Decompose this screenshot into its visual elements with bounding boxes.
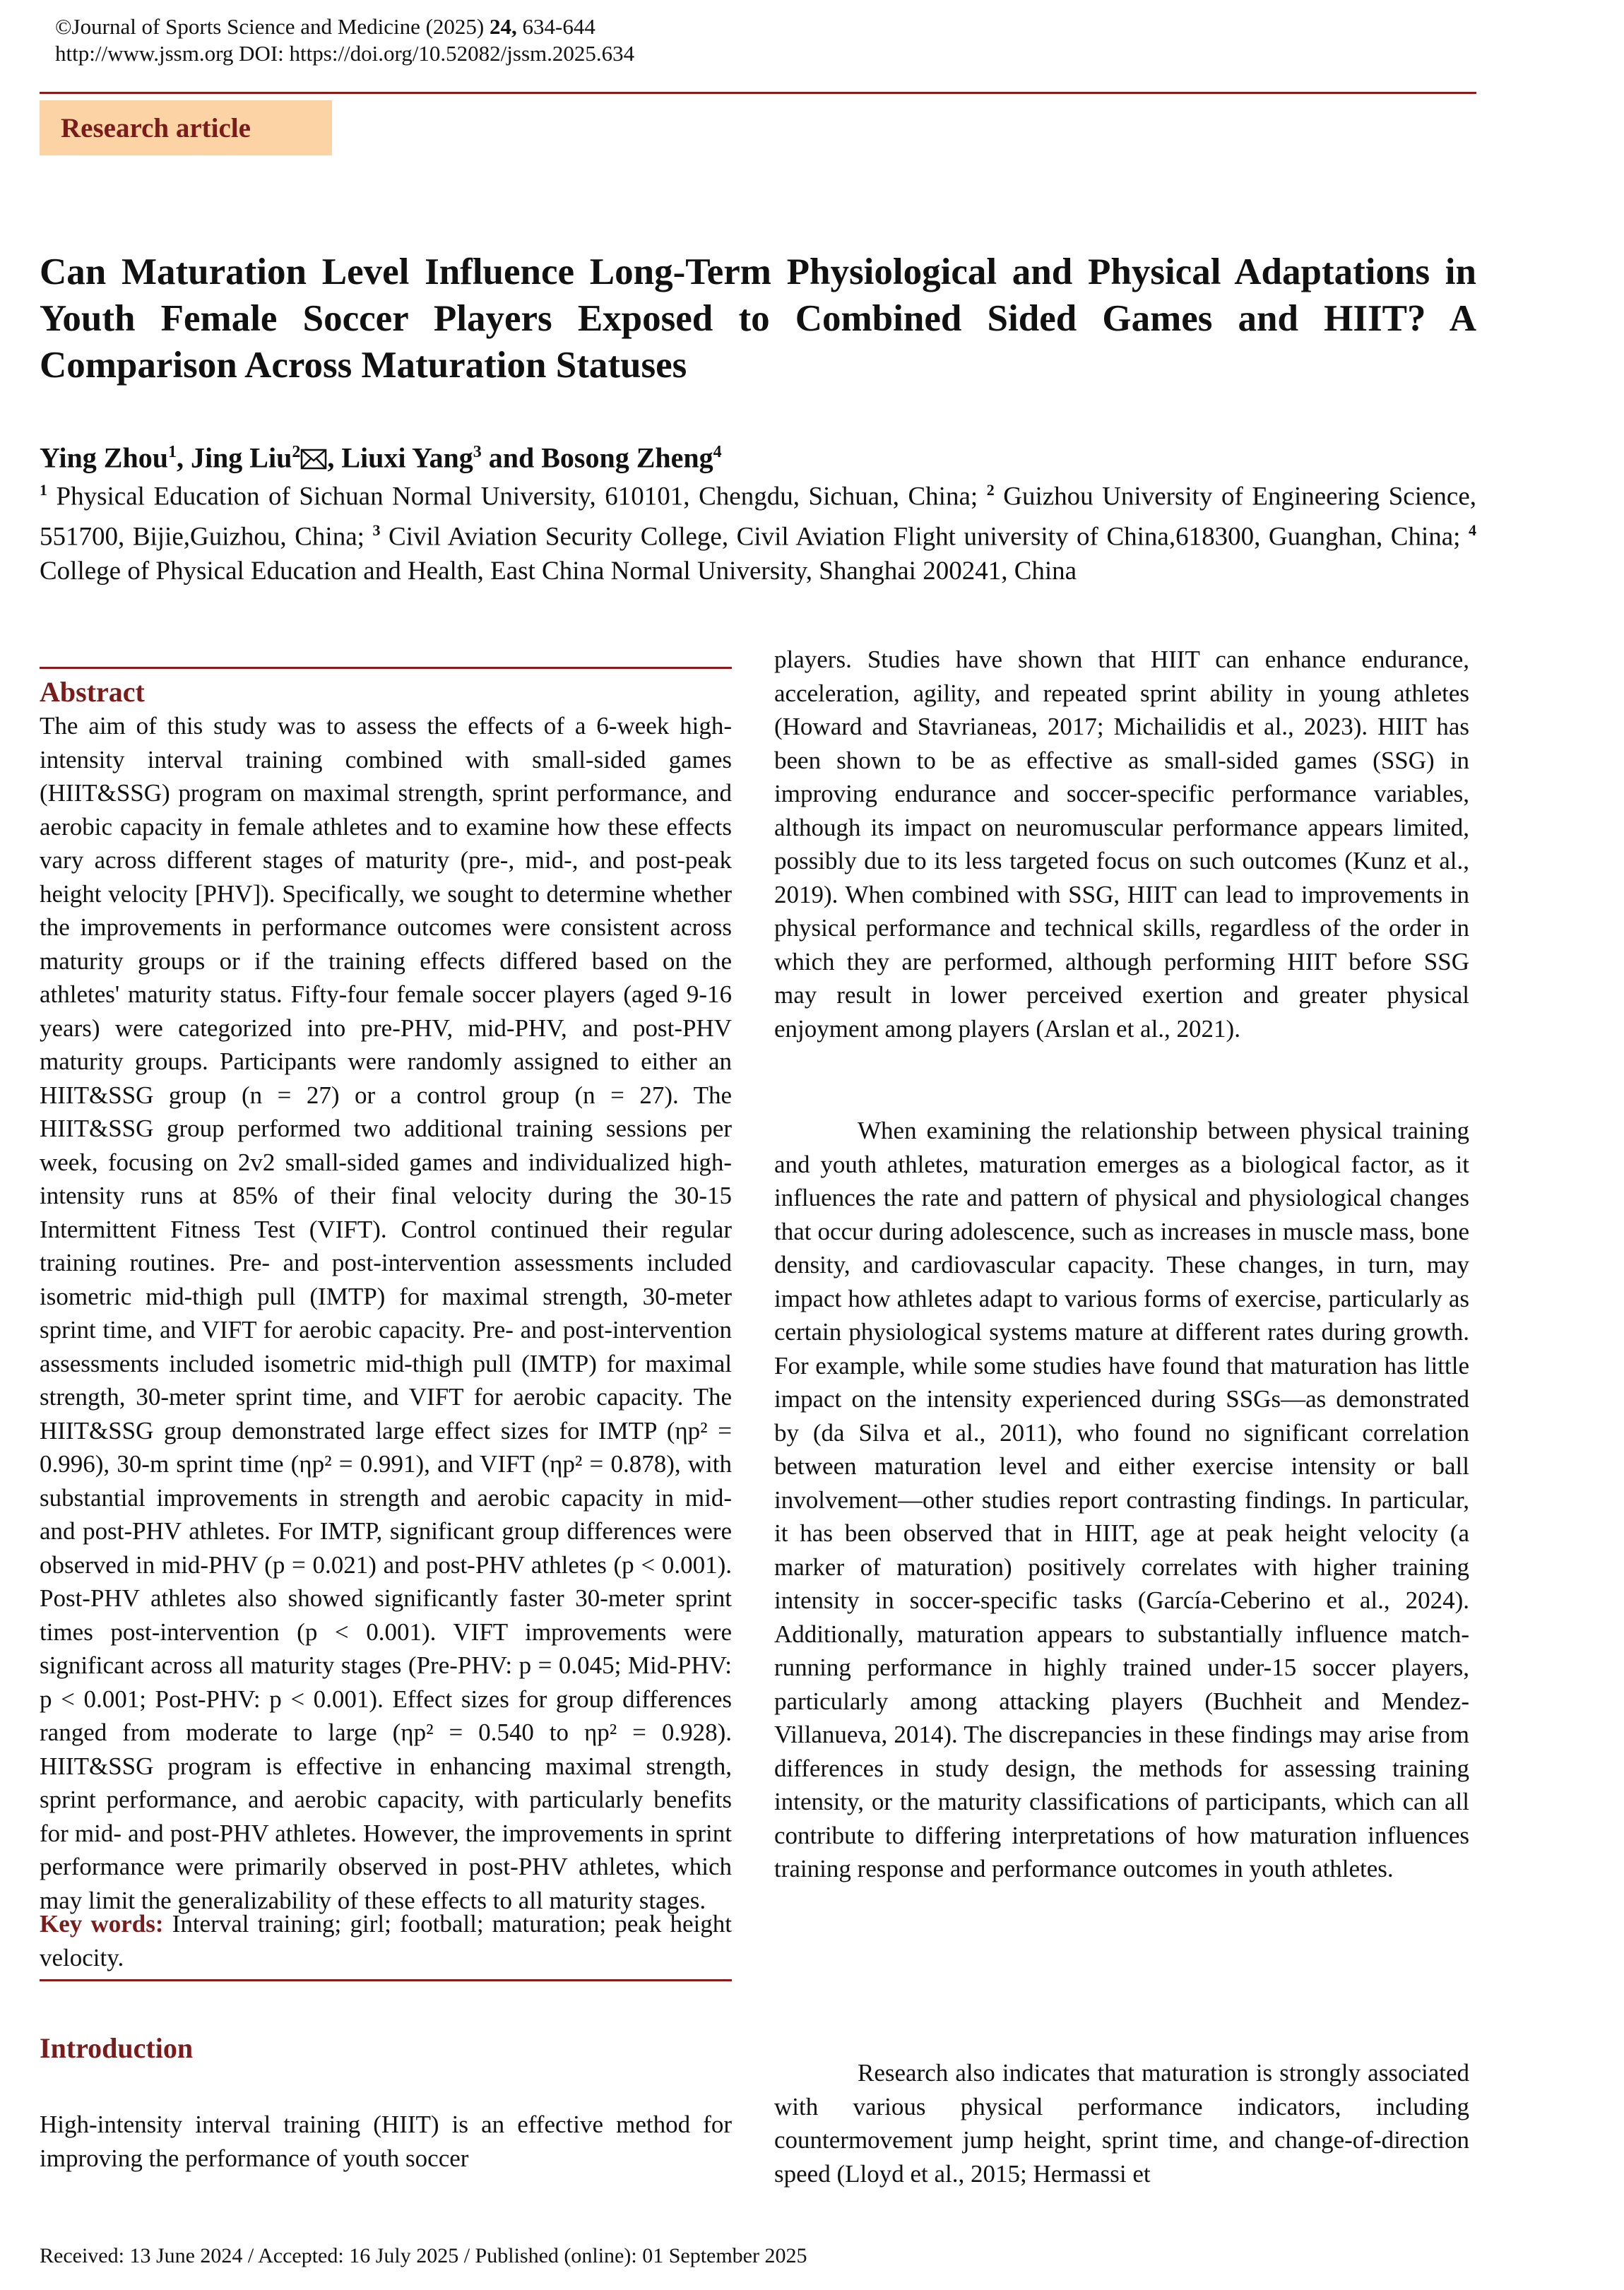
author-name: Ying Zhou [40,441,168,474]
keywords: Key words: Interval training; girl; football; maturation; peak height velocity. [40,1910,732,1971]
abstract-top-rule [40,667,732,669]
introduction-heading: Introduction [40,2032,194,2064]
author-name: Jing Liu [190,441,292,474]
affiliations: $^1$ Physical Education of Sichuan Normal University, 610101, Chengdu, Sichuan, China; $^2$ Guizhou University of Engineering Science, 551700, Bijie,Guizhou, China; $^3$ Civil Aviation Security College, Civil Aviation Flight university of China,618300, Guanghan, China; $^4$ College of Physical Education and Health, East China Normal University, Shanghai 200241, China [40,481,1476,586]
article-title: Can Maturation Level Influence Long-Term Physiological and Physical Adaptations in Youth Female Soccer Players Exposed to Combined Sided Games and HIIT? A Comparison Across Maturation Statuses [40,251,1476,386]
intro-paragraph-2: When examining the relationship between physical training and youth athletes, maturation emerges as a biological factor, as it influences the rate and pattern of physical and physiological changes that occur during adolescence, such as increases in muscle mass, bone density, and cardiovascular capacity. These changes, in turn, may impact how athletes adapt to various forms of exercise, particularly as certain physiological systems mature at different rates during growth. For example, while some studies have found that maturation has little impact on the intensity experienced during SSGs—as demonstrated by (da Silva et al., 2011), who found no significant correlation between maturation level and either exercise intensity or ball involvement—other studies report contrasting findings. In particular, it has been observed that in HIIT, age at peak height velocity (a marker of maturation) positively correlates with higher training intensity in soccer-specific tasks (García-Ceberino et al., 2024). Additionally, maturation appears to substantially influence match-running performance in highly trained under-15 soccer players, particularly among attacking players (Buchheit and Mendez-Villanueva, 2014). The discrepancies in these findings may arise from differences in study design, the methods for assessing training intensity, or the maturity classifications of participants, which can all contribute to differing interpretations of how maturation influences training response and performance outcomes in youth athletes. [774,1117,1469,1882]
header-rule [40,92,1476,94]
abstract-bottom-rule [40,1979,732,1981]
journal-citation: ©Journal of Sports Science and Medicine (2025) 24, 634-644 [55,14,595,39]
intro-paragraph-3: Research also indicates that maturation is strongly associated with various physical performance indicators, including countermovement jump height, sprint time, and change-of-direction speed (Lloyd et al., 2015; Hermassi et [774,2059,1469,2188]
intro-paragraph-1-continued: players. Studies have shown that HIIT can enhance endurance, acceleration, agility, and repeated sprint ability in young athletes (Howard and Stavrianeas, 2017; Michailidis et al., 2023). HIIT has been shown to be as effective as small-sided games (SSG) in improving endurance and soccer-specific performance variables, although its impact on neuromuscular performance appears limited, possibly due to its less targeted focus on such outcomes (Kunz et al., 2019). When combined with SSG, HIIT can lead to improvements in physical performance and technical skills, regardless of the order in which they are performed, although performing HIIT before SSG may result in lower perceived exertion and greater physical enjoyment among players (Arslan et al., 2021). [774,646,1469,1043]
intro-paragraph-1-start: High-intensity interval training (HIIT) is an effective method for improving the performance of youth soccer [40,2111,732,2172]
author-name: Liuxi Yang [341,441,473,474]
journal-doi-line: http://www.jssm.org DOI: https://doi.org/10.52082/jssm.2025.634 [55,41,635,66]
abstract-heading: Abstract [40,676,145,708]
abstract-text: The aim of this study was to assess the effects of a 6-week high-intensity interval training combined with small-sided games (HIIT&SSG) program on maximal strength, sprint performance, and aerobic capacity in female athletes and to examine how these effects vary across different stages of maturity (pre-, mid-, and post-peak height velocity [PHV]). Specifically, we sought to determine whether the improvements in performance outcomes were consistent across maturity groups or if the training effects differed based on the athletes' maturity status. Fifty-four female soccer players (aged 9-16 years) were categorized into pre-PHV, mid-PHV, and post-PHV maturity groups. Participants were randomly assigned to either an HIIT&SSG group (n = 27) or a control group (n = 27). The HIIT&SSG group performed two additional training sessions per week, focusing on 2v2 small-sided games and individualized high-intensity runs at 85% of their final velocity during the 30-15 Intermittent Fitness Test (VIFT). Control continued their regular training routines. Pre- and post-intervention assessments included isometric mid-thigh pull (IMTP) for maximal strength, 30-meter sprint time, and VIFT for aerobic capacity. Pre- and post-intervention assessments included isometric mid-thigh pull (IMTP) for maximal strength, 30-meter sprint time, and VIFT for aerobic capacity. The HIIT&SSG group demonstrated large effect sizes for IMTP (ηp² = 0.996), 30-m sprint time (ηp² = 0.991), and VIFT (ηp² = 0.878), with substantial improvements in strength and aerobic capacity in mid- and post-PHV athletes. For IMTP, significant group differences were observed in mid-PHV (p = 0.021) and post-PHV athletes (p < 0.001). Post-PHV athletes also showed significantly faster 30-meter sprint times post-intervention (p < 0.001). VIFT improvements were significant across all maturity stages (Pre-PHV: p = 0.045; Mid-PHV: p < 0.001; Post-PHV: p < 0.001). Effect sizes for group differences ranged from moderate to large (ηp² = 0.540 to ηp² = 0.928). HIIT&SSG program is effective in enhancing maximal strength, sprint performance, and aerobic capacity, with particularly benefits for mid- and post-PHV athletes. However, the improvements in sprint performance were primarily observed in post-PHV athletes, which may limit the generalizability of these effects to all maturity stages. [40,712,732,1914]
publication-dates: Received: 13 June 2024 / Accepted: 16 July 2025 / Published (online): 01 September 2025 [40,2244,807,2267]
article-type-badge [40,100,332,155]
author-list: Ying Zhou$^1$, Jing Liu$^2$ , Liuxi Yang$^3$ and Bosong Zheng$^4$ [40,434,1476,478]
keywords-label: Key words: [40,1910,164,1938]
article-type-label: Research article [61,112,251,143]
author-name: Bosong Zheng [541,441,713,474]
